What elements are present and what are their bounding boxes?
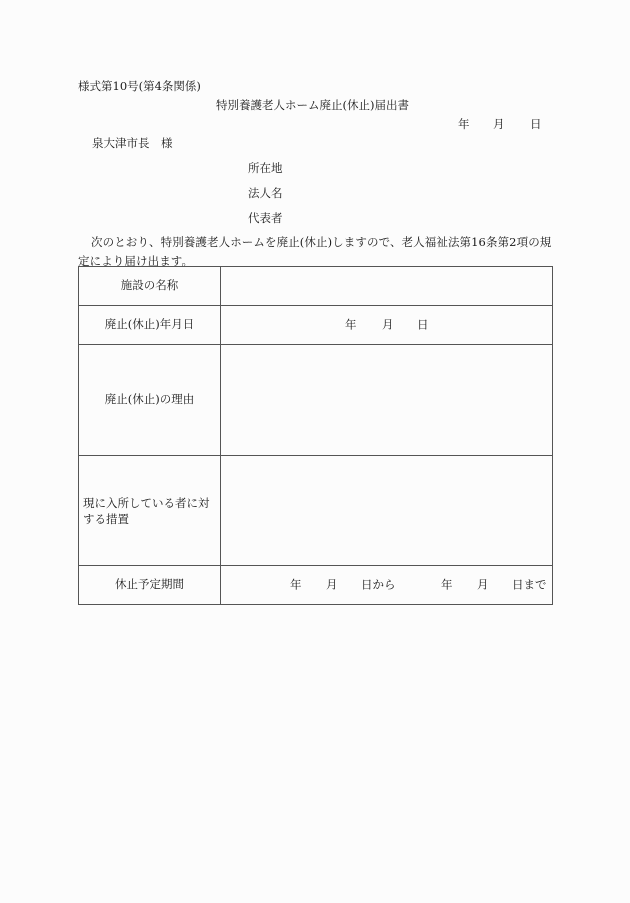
submission-date-month: 月 <box>493 117 505 131</box>
resident-measures-label: 現に入所している者に対する措置 <box>79 456 221 566</box>
period-to-year: 年 <box>441 577 453 592</box>
submission-date-year: 年 <box>458 117 470 131</box>
facility-name-label: 施設の名称 <box>79 267 221 306</box>
table-row-suspension-period <box>79 566 553 605</box>
period-from-year: 年 <box>290 577 302 592</box>
period-from-day: 日から <box>361 577 396 592</box>
facility-name-field[interactable] <box>221 267 553 306</box>
closure-date-year: 年 <box>345 317 357 332</box>
closure-reason-field[interactable] <box>221 345 553 456</box>
period-to-day: 日まで <box>512 577 547 592</box>
closure-date-month: 月 <box>382 317 394 332</box>
form-number: 様式第10号(第4条関係) <box>78 79 201 93</box>
table-row-facility-name <box>79 267 553 306</box>
suspension-period-field[interactable] <box>221 566 553 605</box>
closure-date-day: 日 <box>417 317 429 332</box>
submission-date-day: 日 <box>530 117 542 131</box>
addressee: 泉大津市長 様 <box>92 136 173 150</box>
notification-form-table <box>78 266 553 605</box>
period-from-month: 月 <box>326 577 338 592</box>
corporation-name-label: 法人名 <box>248 186 283 200</box>
document-title: 特別養護老人ホーム廃止(休止)届出書 <box>216 98 409 112</box>
table-row-closure-reason <box>79 345 553 456</box>
table-row-resident-measures <box>79 456 553 566</box>
table-row-closure-date <box>79 306 553 345</box>
period-to-month: 月 <box>477 577 489 592</box>
resident-measures-field[interactable] <box>221 456 553 566</box>
representative-label: 代表者 <box>248 211 283 225</box>
suspension-period-label: 休止予定期間 <box>79 566 221 605</box>
closure-date-label: 廃止(休止)年月日 <box>79 306 221 345</box>
location-label: 所在地 <box>248 161 283 175</box>
closure-reason-label: 廃止(休止)の理由 <box>79 345 221 456</box>
intro-paragraph: 次のとおり、特別養護老人ホームを廃止(休止)しますので、老人福祉法第16条第2項の規定により届け出ます。 <box>78 235 552 268</box>
closure-date-field[interactable] <box>221 306 553 345</box>
